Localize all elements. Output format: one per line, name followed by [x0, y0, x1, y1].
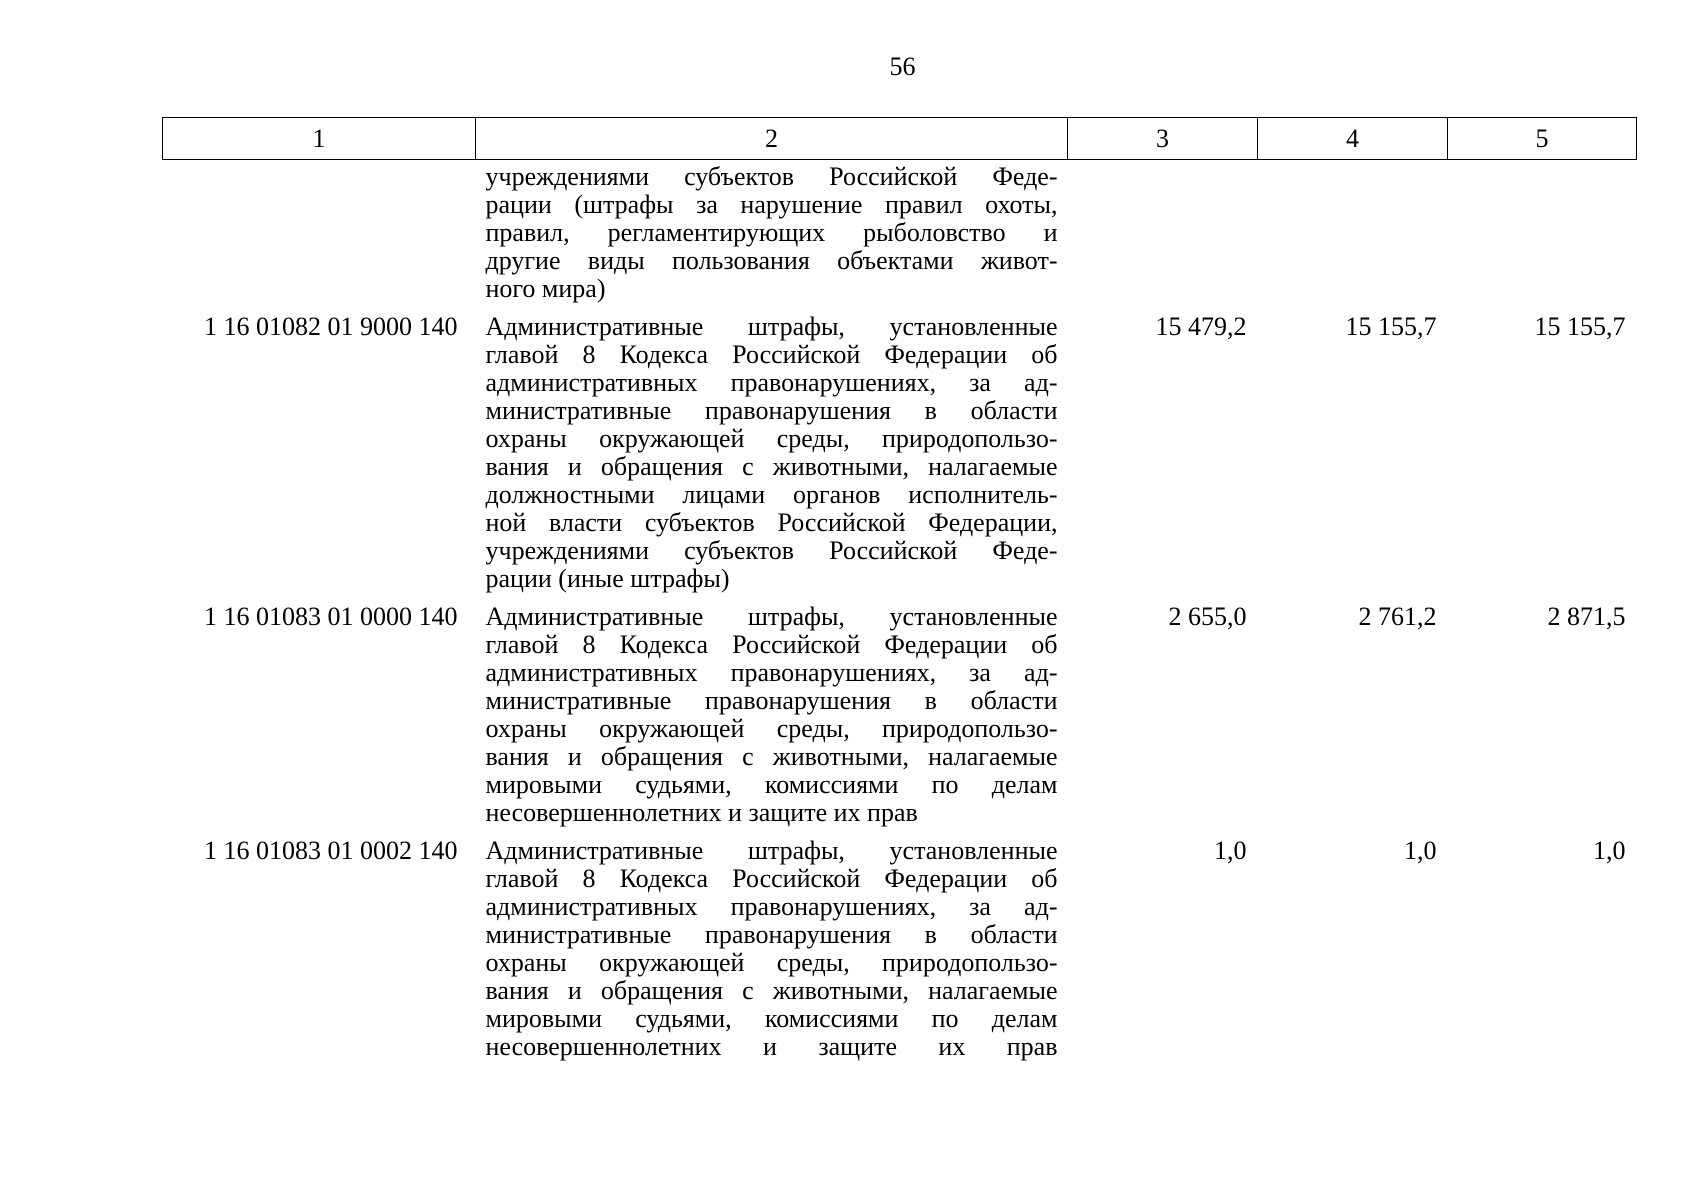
budget-table	[162, 117, 1637, 1061]
description-line: Административные штрафы, установленные	[485, 312, 1058, 341]
description-line: вания и обращения с животными, налагаемые	[485, 452, 1058, 481]
page-number: 56	[889, 52, 916, 81]
cell-amount-4: 15 155,7	[1345, 312, 1437, 341]
description-line: правил, регламентирующих рыболовство и	[485, 218, 1058, 247]
description-line: мировыми судьями, комиссиями по делам	[485, 1004, 1058, 1033]
description-line: ного мира)	[485, 274, 606, 303]
cell-code: 1 16 01082 01 9000 140	[204, 312, 458, 341]
description-line: мировыми судьями, комиссиями по делам	[485, 770, 1058, 799]
description-line: административных правонарушениях, за ад-	[485, 368, 1058, 397]
description-line: главой 8 Кодекса Российской Федерации об	[485, 864, 1058, 893]
header-col-1: 1	[163, 118, 476, 160]
table-row	[163, 593, 1637, 827]
description-line: Административные штрафы, установленные	[485, 836, 1058, 865]
cell-amount-5	[1448, 160, 1637, 304]
cell-code	[163, 160, 476, 304]
description-line: министративные правонарушения в области	[485, 686, 1058, 715]
cell-amount-3: 2 655,0	[1168, 602, 1247, 631]
description-line: министративные правонарушения в области	[485, 396, 1058, 425]
cell-description	[476, 303, 1068, 593]
description-line: учреждениями субъектов Российской Феде-	[485, 162, 1058, 191]
description-line: должностными лицами органов исполнитель-	[485, 480, 1058, 509]
cell-amount-3: 1,0	[1214, 836, 1247, 865]
description-line: главой 8 Кодекса Российской Федерации об	[485, 630, 1058, 659]
cell-description	[476, 827, 1068, 1061]
description-line: охраны окружающей среды, природопользо-	[485, 714, 1058, 743]
description-line: вания и обращения с животными, налагаемые	[485, 976, 1058, 1005]
description-line: административных правонарушениях, за ад-	[485, 892, 1058, 921]
header-col-4: 4	[1258, 118, 1448, 160]
header-col-5: 5	[1448, 118, 1637, 160]
description-line: несовершеннолетних и защите их прав	[485, 798, 918, 827]
description-line: вания и обращения с животными, налагаемые	[485, 742, 1058, 771]
cell-amount-4: 2 761,2	[1358, 602, 1437, 631]
cell-code: 1 16 01083 01 0002 140	[204, 836, 458, 865]
description-line: несовершеннолетних и защите их прав	[485, 1032, 1058, 1061]
cell-amount-5: 1,0	[1593, 836, 1626, 865]
description-line: министративные правонарушения в области	[485, 920, 1058, 949]
description-line: рации (штрафы за нарушение правил охоты,	[485, 190, 1058, 219]
cell-description	[476, 160, 1068, 304]
header-col-3: 3	[1068, 118, 1258, 160]
description-line: охраны окружающей среды, природопользо-	[485, 948, 1058, 977]
table-row	[163, 827, 1637, 1061]
table-row	[163, 303, 1637, 593]
header-col-2: 2	[476, 118, 1068, 160]
description-line: ной власти субъектов Российской Федерации,	[485, 508, 1058, 537]
header-row	[163, 118, 1637, 160]
description-line: рации (иные штрафы)	[485, 564, 730, 593]
description-line: Административные штрафы, установленные	[485, 602, 1058, 631]
table-row	[163, 160, 1637, 304]
cell-amount-4	[1258, 160, 1448, 304]
table-body	[163, 160, 1637, 1062]
cell-description	[476, 593, 1068, 827]
cell-amount-5: 15 155,7	[1534, 312, 1626, 341]
cell-amount-5: 2 871,5	[1547, 602, 1626, 631]
description-line: административных правонарушениях, за ад-	[485, 658, 1058, 687]
table-header	[163, 118, 1637, 160]
description-line: другие виды пользования объектами живот-	[485, 246, 1058, 275]
description-line: главой 8 Кодекса Российской Федерации об	[485, 340, 1058, 369]
cell-amount-4: 1,0	[1404, 836, 1437, 865]
cell-code: 1 16 01083 01 0000 140	[204, 602, 458, 631]
cell-amount-3: 15 479,2	[1155, 312, 1247, 341]
cell-amount-3	[1068, 160, 1258, 304]
description-line: охраны окружающей среды, природопользо-	[485, 424, 1058, 453]
description-line: учреждениями субъектов Российской Феде-	[485, 536, 1058, 565]
